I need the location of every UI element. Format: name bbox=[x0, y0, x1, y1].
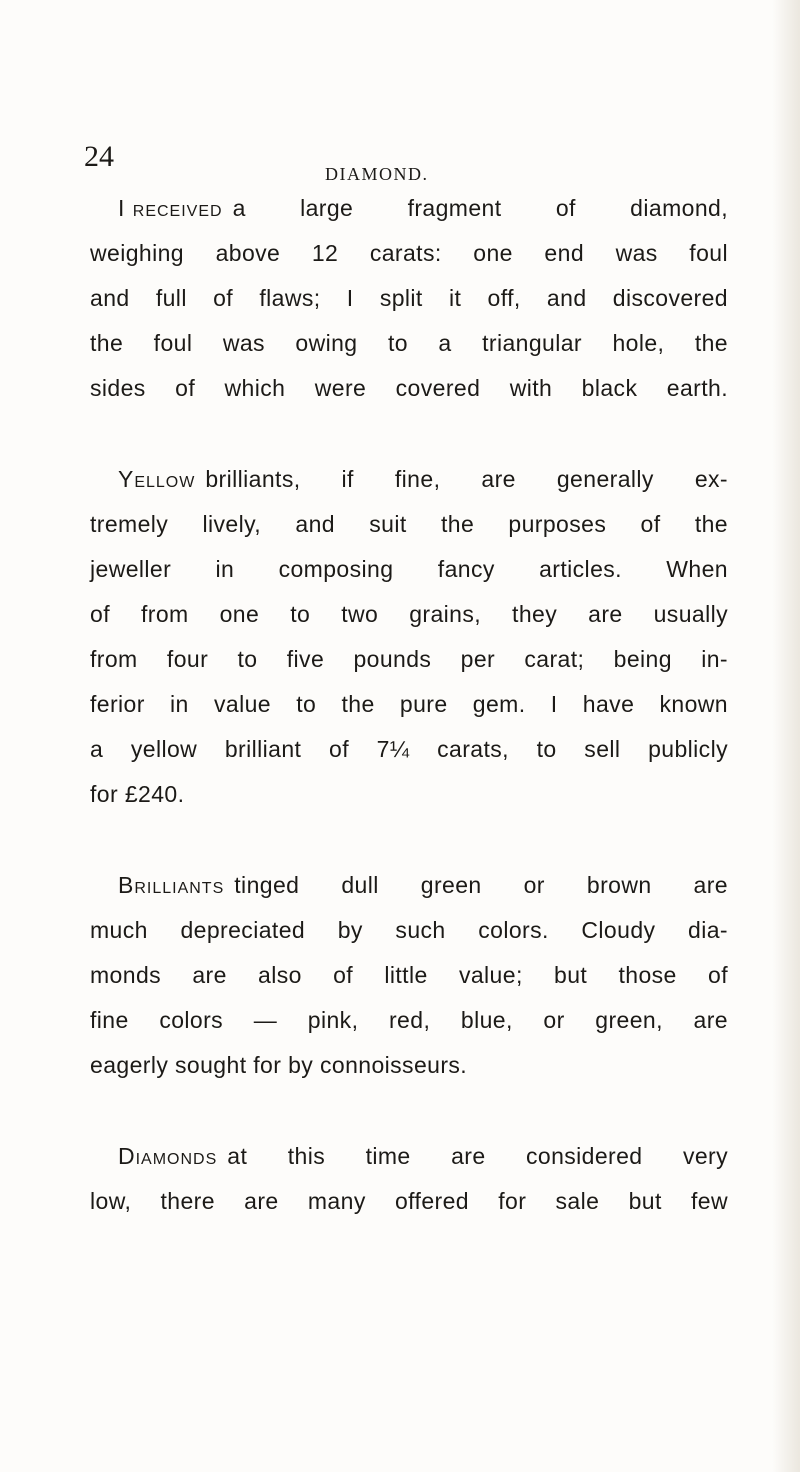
paragraph-lead: Diamonds bbox=[118, 1143, 218, 1169]
line-text: a yellow brilliant of 7¼ carats, to sell publicly bbox=[90, 736, 728, 762]
page-number: 24 bbox=[84, 140, 114, 173]
line-text: much depreciated by such colors. Cloudy dia- bbox=[90, 917, 728, 943]
line-text: weighing above 12 carats: one end was foul bbox=[90, 240, 728, 266]
text-line bbox=[90, 547, 728, 592]
paragraph-lead: Yellow bbox=[118, 466, 196, 492]
text-line bbox=[90, 592, 728, 637]
line-text: brilliants, if fine, are generally ex- bbox=[205, 466, 728, 492]
paragraph-brilliants bbox=[90, 863, 728, 1088]
line-text: monds are also of little value; but those of bbox=[90, 962, 728, 988]
text-line bbox=[90, 908, 728, 953]
line-text: of from one to two grains, they are usually bbox=[90, 601, 728, 627]
text-line bbox=[90, 502, 728, 547]
text-line bbox=[90, 727, 728, 772]
line-text: at this time are considered very bbox=[227, 1143, 728, 1169]
line-text: ferior in value to the pure gem. I have known bbox=[90, 691, 728, 717]
body-text bbox=[90, 186, 728, 1224]
line-text: eagerly sought for by connoisseurs. bbox=[90, 1052, 468, 1078]
paragraph-received bbox=[90, 186, 728, 411]
text-line bbox=[90, 772, 728, 817]
text-line bbox=[90, 1043, 728, 1088]
line-text: the foul was owing to a triangular hole, the bbox=[90, 330, 728, 356]
line-text: for £240. bbox=[90, 781, 185, 807]
text-line bbox=[90, 682, 728, 727]
line-text: jeweller in composing fancy articles. When bbox=[90, 556, 728, 582]
text-line bbox=[90, 953, 728, 998]
text-line bbox=[90, 637, 728, 682]
text-line bbox=[90, 457, 728, 502]
line-text: sides of which were covered with black earth. bbox=[90, 375, 728, 401]
paragraph-lead: I received bbox=[118, 195, 223, 221]
text-line bbox=[90, 276, 728, 321]
line-text: fine colors — pink, red, blue, or green, are bbox=[90, 1007, 728, 1033]
line-text: tinged dull green or brown are bbox=[234, 872, 728, 898]
text-line bbox=[90, 1179, 728, 1224]
text-line bbox=[90, 231, 728, 276]
paragraph-gap bbox=[90, 817, 728, 863]
paragraph-yellow bbox=[90, 457, 728, 817]
text-line bbox=[90, 321, 728, 366]
paragraph-gap bbox=[90, 1088, 728, 1134]
paragraph-diamonds bbox=[90, 1134, 728, 1224]
running-head: DIAMOND. bbox=[325, 164, 429, 184]
text-line bbox=[90, 998, 728, 1043]
text-line bbox=[90, 186, 728, 231]
page-edge-shadow bbox=[772, 0, 800, 1472]
paragraph-lead: Brilliants bbox=[118, 872, 225, 898]
text-line bbox=[90, 1134, 728, 1179]
line-text: and full of flaws; I split it off, and discovered bbox=[90, 285, 728, 311]
line-text: low, there are many offered for sale but few bbox=[90, 1188, 728, 1214]
text-line bbox=[90, 863, 728, 908]
paragraph-gap bbox=[90, 411, 728, 457]
line-text: a large fragment of diamond, bbox=[232, 195, 728, 221]
line-text: tremely lively, and suit the purposes of the bbox=[90, 511, 728, 537]
line-text: from four to five pounds per carat; being in- bbox=[90, 646, 728, 672]
text-line bbox=[90, 366, 728, 411]
